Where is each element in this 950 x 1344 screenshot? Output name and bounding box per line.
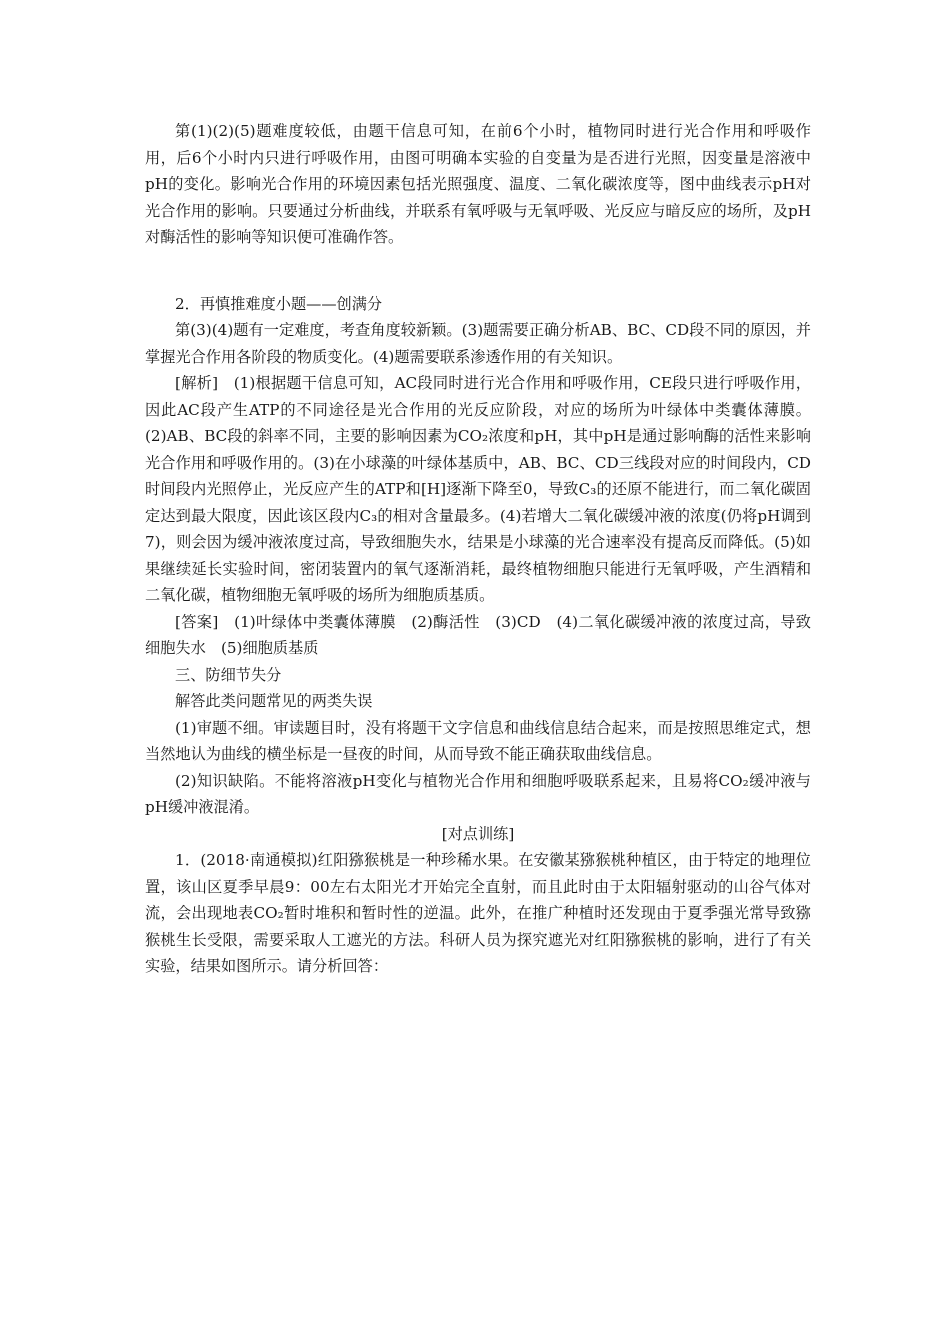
paragraph-answer: [答案] (1)叶绿体中类囊体薄膜 (2)酶活性 (3)CD (4)二氧化碳缓冲液的浓度过高，导致细胞失水 (5)细胞质基质 — [145, 612, 811, 657]
heading-difficult-questions: 2．再慎推难度小题——创满分 — [175, 294, 383, 313]
paragraph-analysis: [解析] (1)根据题干信息可知，AC段同时进行光合作用和呼吸作用，CE段只进行呼吸作用，因此AC段产生ATP的不同途径是光合作用的光反应阶段，对应的场所为叶绿体中类囊体薄膜。(2)AB、BC段的斜率不同，主要的影响因素为CO₂浓度和pH，其中pH是通过影响酶的活性来影响光合作用和呼吸作用的。(3)在小球藻的叶绿体基质中，AB、BC、CD三线段对应的时间段内，CD时间段内光照停止，光反应产生的ATP和[H]逐渐下降至0，导致C₃的还原不能进行，而二氧化碳固定达到最大限度，因此该区段内C₃的相对含量最多。(4)若增大二氧化碳缓冲液的浓度(仍将pH调到7)，则会因为缓冲液浓度过高，导致细胞失水，结果是小球藻的光合速率没有提高反而降低。(5)如果继续延长实验时间，密闭装置内的氧气逐渐消耗，最终植物细胞只能进行无氧呼吸，产生酒精和二氧化碳，植物细胞无氧呼吸的场所为细胞质基质。 — [145, 374, 811, 604]
heading-detail-mistakes: 三、防细节失分 — [175, 665, 282, 684]
paragraph-mistake-2: (2)知识缺陷。不能将溶液pH变化与植物光合作用和细胞呼吸联系起来，且易将CO₂缓冲液与pH缓冲液混淆。 — [145, 771, 811, 816]
paragraph-question-1: 1．(2018·南通模拟)红阳猕猴桃是一种珍稀水果。在安徽某猕猴桃种植区，由于特定的地理位置，该山区夏季早晨9：00左右太阳光才开始完全直射，而且此时由于太阳辐射驱动的山谷气体对流，会出现地表CO₂暂时堆积和暂时性的逆温。此外，在推广种植时还发现由于夏季强光常导致猕猴桃生长受限，需要采取人工遮光的方法。科研人员为探究遮光对红阳猕猴桃的影响，进行了有关实验，结果如图所示。请分析回答： — [145, 851, 811, 975]
heading-practice: [对点训练] — [441, 824, 515, 843]
paragraph-two-mistakes: 解答此类问题常见的两类失误 — [175, 692, 373, 710]
paragraph-mistake-1: (1)审题不细。审读题目时，没有将题干文字信息和曲线信息结合起来，而是按照思维定式，想当然地认为曲线的横坐标是一昼夜的时间，从而导致不能正确获取曲线信息。 — [145, 718, 811, 763]
paragraph-easy-questions: 第(1)(2)(5)题难度较低，由题干信息可知，在前6个小时，植物同时进行光合作用和呼吸作用，后6个小时内只进行呼吸作用，由图可明确本实验的自变量为是否进行光照，因变量是溶液中pH的变化。影响光合作用的环境因素包括光照强度、温度、二氧化碳浓度等，图中曲线表示pH对光合作用的影响。只要通过分析曲线，并联系有氧呼吸与无氧呼吸、光反应与暗反应的场所，及pH对酶活性的影响等知识便可准确作答。 — [145, 122, 811, 246]
document-page — [145, 118, 811, 980]
paragraph-difficult-questions: 第(3)(4)题有一定难度，考查角度较新颖。(3)题需要正确分析AB、BC、CD段不同的原因，并掌握光合作用各阶段的物质变化。(4)题需要联系渗透作用的有关知识。 — [145, 321, 811, 366]
